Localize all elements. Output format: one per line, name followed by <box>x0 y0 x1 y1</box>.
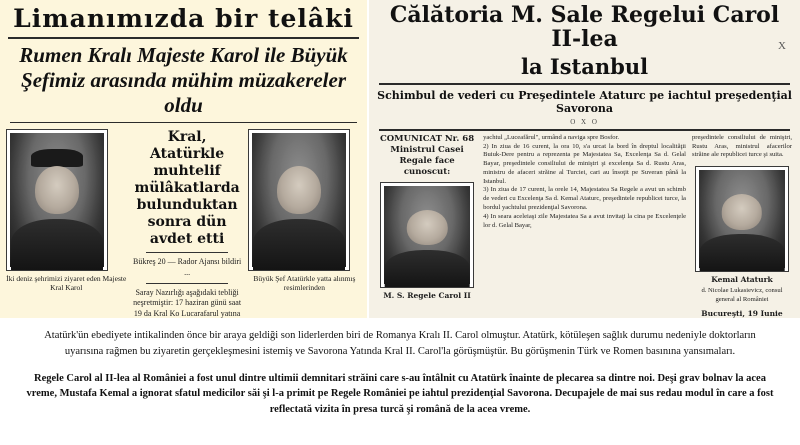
photo-kemal-ataturk <box>695 166 789 272</box>
right-photo-column-1 <box>377 134 477 318</box>
left-photo-caption-1: İki deniz şehrimizi ziyaret eden Majeste Kral Karol <box>6 273 127 292</box>
left-headline-1: Limanımızda bir telâki <box>13 4 354 33</box>
right-headline-2: la Istanbul <box>521 53 649 79</box>
left-body <box>0 128 367 318</box>
right-ornament: O X O <box>570 117 599 126</box>
right-dateline: Bucureşti, 19 Iunie <box>701 309 783 318</box>
romanian-newspaper-clipping <box>367 0 800 318</box>
left-article-column <box>132 128 242 318</box>
left-dateline: Bükreş 20 — Rador Ajansı bildiri ... <box>132 257 242 277</box>
left-article-body: Saray Nazırlığı aşağıdaki tebliği neşretmiştir: 17 haziran günü saat 19 da Kral Ko Lucarafarul yatına <box>133 287 242 318</box>
right-headline-1: Călătoria M. Sale Regelui Carol II-lea <box>389 2 780 52</box>
left-rule-1 <box>8 37 359 39</box>
right-rule-2 <box>379 129 790 131</box>
notes-area <box>0 318 800 418</box>
right-column-3: preşedintele consiliului de miniştri, Rustu Aras, ministrul afacerilor străine ale republicei turce şi suita. <box>692 133 792 159</box>
right-columns <box>369 134 800 318</box>
right-photo-column-2 <box>692 134 792 318</box>
left-subheadline: Kral, Atatürkle muhtelif mülâkatlarda bulunduktan sonra dün avdet etti <box>134 128 240 248</box>
left-photo-block-2 <box>248 129 361 299</box>
right-photo-caption-2: Kemal Ataturk <box>711 275 773 285</box>
note-turkish: Atatürk'ün ebediyete intikalinden önce bir araya geldiği son liderlerden biri de Romanya Kralı II. Carol olmuştur. Atatürk, kötüleşen sağlık durumu nedeniyle doktorların uyarısına rağmen bu ziyaretin gerçekleşmesini istemiş ve Savorona Yatında Kral II. Carol'la görüşmüştür. Bu görüşmenin Türk ve Romen basınına yansımaları. <box>44 330 756 357</box>
left-column-rule <box>146 252 227 253</box>
left-column-rule-2 <box>146 283 227 284</box>
right-photo-caption-2b: d. Nicolae Lukasievicz, consul general al României <box>701 287 783 303</box>
corner-mark: X <box>778 40 786 52</box>
note-romanian: Regele Carol al II-lea al României a fost unul dintre ultimii demnitari străini care s-au întâlnit cu Atatürk înainte de plecarea sa dintre noi. Deşi grav bolnav la acea vreme, Mustafa Kemal a ignorat sfatul medicilor săi şi l-a primit pe Regele României pe iahtul prezidenţial Savorona. Decupajele de mai sus redau modul în care a fost reflectată vizita în presa turcă şi română de la acea vreme. <box>26 372 774 415</box>
right-communique-head: COMUNICAT Nr. 68 Ministrul Casei Regale face cunoscut: <box>380 133 475 178</box>
right-rule-1 <box>379 83 790 85</box>
right-photo-caption-1: M. S. Regele Carol II <box>383 291 471 301</box>
left-photo-caption-2: Büyük Şef Atatürkle yatta alınmış resimlerinden <box>253 273 356 292</box>
left-photo-block-1 <box>6 129 126 299</box>
photo-ataturk-yacht <box>248 129 350 271</box>
right-column-2: yachtul „Luceafărul", urmând a naviga spre Bosfor. 2) In ziua de 16 curent, la ora 10, s'a urcat la bord în dreptul localităţii Buiuk-Dere pentru a reprezenta pe Majestatea Sa, Excelenţa Sa d. Gelal Bayar, preşedintele consiliului de miniştri şi excelenţa Sa d. Rustu Aras, ministru de afaceri străine al Turciei, cari au însoţit pe Suveran până la Istanbul. 3) In ziua de 17 curent, la orele 14, Majestatea Sa Regele a avut un schimb de vederi cu Excelenţa Sa d. Kemal Ataturc, preşedintele republicei turce, la bordul yachtului prezidenţial Savorona. 4) In seara aceleiaşi zile Majestatea Sa a avut invitaţi la cina pe Excelenţele lor d. Gelal Bayar, <box>483 133 686 229</box>
right-kicker: Schimbul de vederi cu Preşedintele Ataturc pe iachtul preşedenţial Savorona <box>377 88 792 115</box>
turkish-newspaper-clipping <box>0 0 367 318</box>
left-headline-2: Rumen Kralı Majeste Karol ile Büyük Şefimiz arasında mühim müzakereler oldu <box>19 43 348 117</box>
photo-regele-carol <box>380 182 474 288</box>
photo-king-carol <box>6 129 108 271</box>
left-rule-2 <box>10 122 357 123</box>
